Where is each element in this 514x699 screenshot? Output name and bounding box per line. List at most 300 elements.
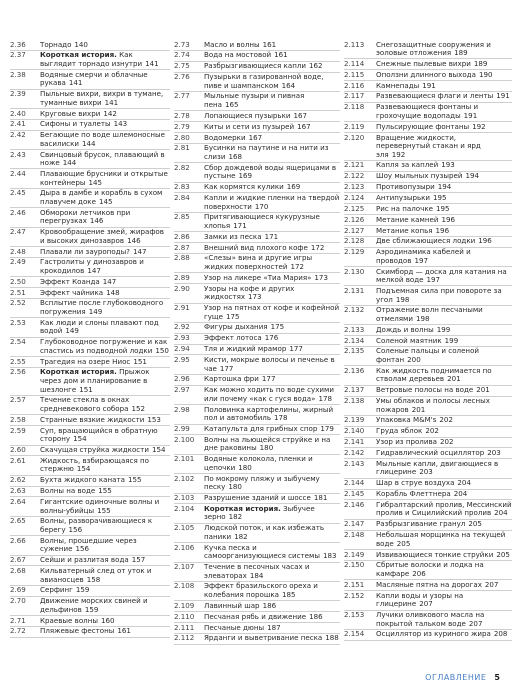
toc-entry-number: 2.102 [174, 473, 195, 483]
toc-entry-number: 2.131 [344, 285, 365, 295]
toc-entry[interactable] [10, 487, 170, 498]
toc-entry-number: 2.124 [344, 192, 365, 202]
toc-entry-text [204, 213, 340, 230]
toc-entry[interactable] [174, 144, 340, 163]
toc-entry-text [376, 501, 512, 518]
toc-entry-title: Катапульта для грибных спор [204, 424, 318, 433]
toc-entry-number: 2.149 [344, 549, 365, 559]
toc-entry[interactable] [344, 40, 512, 59]
toc-entry-text [376, 551, 512, 560]
toc-column-3 [344, 40, 512, 645]
toc-entry-page: 152 [131, 403, 146, 413]
toc-entry-text [40, 567, 170, 584]
toc-entry-text [40, 110, 170, 119]
toc-entry-number: 2.58 [10, 414, 26, 424]
toc-entry[interactable] [174, 435, 340, 454]
toc-entry[interactable] [344, 325, 512, 336]
toc-entry-page: 199 [444, 335, 459, 345]
toc-entry-text [204, 345, 340, 354]
toc-entry[interactable] [344, 172, 512, 183]
toc-entry-title: Плавали ли зауроподы? [40, 246, 130, 256]
toc-entry[interactable] [10, 446, 170, 457]
toc-entry-page: 169 [286, 182, 301, 192]
toc-entry-text [40, 120, 170, 129]
toc-entry[interactable] [344, 306, 512, 325]
toc-entry-page: 204 [494, 508, 508, 518]
toc-entry[interactable] [174, 601, 340, 612]
toc-entry-number: 2.47 [10, 227, 26, 237]
toc-entry[interactable] [344, 237, 512, 248]
toc-entry-title: Короткая история. Прыжок через дом и планирование в шезлонге [40, 367, 150, 394]
toc-entry-page: 196 [478, 236, 492, 246]
toc-entry-title: По мокрому пляжу и зыбучему песку [204, 473, 320, 492]
toc-entry[interactable] [10, 415, 170, 426]
toc-entry-page: 161 [117, 626, 131, 636]
toc-entry-text [376, 60, 512, 69]
toc-entry[interactable] [174, 345, 340, 356]
toc-entry-number: 2.123 [344, 182, 365, 192]
toc-entry-title: Шар в струе воздуха [376, 478, 455, 488]
toc-entry-text [376, 438, 512, 447]
toc-entry-number: 2.52 [10, 298, 26, 308]
toc-entry-page: 159 [75, 585, 90, 595]
toc-entry[interactable] [10, 566, 170, 585]
toc-entry-page: 155 [127, 475, 142, 485]
toc-entry-page: 188 [325, 633, 339, 643]
toc-entry-title: Оползни длинного выхода [376, 69, 476, 79]
toc-entry-title: Кисти, мокрые волосы и печенье в чае [204, 354, 335, 373]
toc-entry-number: 2.127 [344, 225, 365, 235]
toc-entry-text [40, 258, 170, 275]
toc-entry-text [376, 427, 512, 436]
toc-entry-title: Пыльные вихри, вихри в тумане, туманные вихри [40, 89, 164, 107]
toc-entry-text [204, 123, 340, 132]
toc-entry[interactable] [10, 228, 170, 247]
toc-entry-number: 2.141 [344, 437, 365, 447]
toc-entry[interactable] [10, 131, 170, 150]
toc-entry-number: 2.66 [10, 535, 26, 545]
toc-entry[interactable] [174, 355, 340, 374]
toc-entry-text [204, 41, 340, 50]
toc-entry-number: 2.103 [174, 493, 195, 503]
toc-entry[interactable] [174, 386, 340, 405]
toc-entry-title: Скимборд — доска для катания на мелкой воде [376, 266, 507, 285]
toc-entry[interactable] [174, 183, 340, 194]
toc-entry-title: Жидкость, взбирающаяся по стержню [40, 455, 149, 474]
toc-entry-text [204, 375, 340, 384]
toc-entry-title: Замки из песка [204, 231, 262, 241]
toc-entry-number: 2.51 [10, 287, 26, 297]
toc-entry[interactable] [174, 563, 340, 582]
toc-entry-title: Соленой маятник [376, 335, 442, 345]
toc-entry-number: 2.138 [344, 396, 365, 406]
toc-entry-text [204, 436, 340, 453]
toc-entry[interactable] [344, 215, 512, 226]
toc-entry[interactable] [10, 536, 170, 555]
toc-entry-number: 2.98 [174, 404, 190, 414]
toc-entry-title: Гибралтарский пролив, Мессинский пролив и Сицилийский пролив [376, 499, 512, 518]
toc-entry[interactable] [174, 62, 340, 73]
toc-entry[interactable] [174, 193, 340, 212]
toc-entry-title: Свинцовый брусок, плавающий в ноже [40, 149, 165, 168]
toc-entry[interactable] [174, 634, 340, 645]
toc-entry-text [40, 627, 170, 636]
toc-entry-number: 2.74 [174, 50, 190, 60]
toc-entry[interactable] [344, 500, 512, 519]
toc-entry[interactable] [344, 459, 512, 478]
toc-entry-number: 2.72 [10, 626, 26, 636]
toc-entry[interactable] [10, 497, 170, 516]
toc-entry-text [376, 561, 512, 578]
toc-entry[interactable] [10, 318, 170, 337]
toc-entry[interactable] [174, 213, 340, 232]
toc-entry[interactable] [10, 189, 170, 208]
toc-entry[interactable] [10, 277, 170, 288]
toc-entry-text [376, 592, 512, 609]
toc-entry[interactable] [174, 40, 340, 51]
toc-entry-page: 183 [322, 551, 337, 561]
toc-entry-number: 2.71 [10, 615, 26, 625]
toc-entry[interactable] [174, 254, 340, 273]
toc-entry-title: Узор на ликере «Тиа Мария» [204, 272, 312, 282]
toc-entry-page: 195 [433, 192, 447, 202]
toc-entry-number: 2.48 [10, 246, 26, 256]
toc-entry[interactable] [10, 51, 170, 70]
toc-entry[interactable] [174, 232, 340, 243]
toc-entry[interactable] [10, 120, 170, 131]
toc-entry-number: 2.137 [344, 385, 365, 395]
toc-entry[interactable] [344, 630, 512, 641]
toc-entry-text [40, 368, 170, 394]
toc-entry-number: 2.76 [174, 72, 190, 82]
toc-entry-number: 2.150 [344, 560, 365, 570]
toc-entry-text [40, 90, 170, 107]
toc-entry[interactable] [344, 397, 512, 416]
toc-entry-page: 177 [289, 344, 303, 354]
toc-entry[interactable] [344, 70, 512, 81]
toc-entry-page: 172 [290, 261, 305, 271]
toc-entry-title: Груда яблок [376, 426, 423, 436]
toc-entry-text [376, 460, 512, 477]
toc-entry[interactable] [10, 169, 170, 188]
toc-entry-title: Небольшая морщинка на текущей воде [376, 530, 506, 548]
toc-entry-text [376, 172, 512, 181]
toc-entry-page: 189 [473, 58, 488, 68]
toc-entry[interactable] [344, 386, 512, 397]
toc-entry-text [376, 386, 512, 395]
toc-entry[interactable] [174, 323, 340, 334]
toc-entry[interactable] [344, 427, 512, 438]
toc-entry-page: 196 [435, 225, 450, 235]
toc-entry-page: 189 [454, 48, 468, 58]
toc-entry-page: 145 [88, 177, 103, 187]
toc-entry[interactable] [344, 416, 512, 427]
toc-entry[interactable] [344, 133, 512, 161]
toc-entry-title: Эффект чайника [40, 287, 104, 297]
toc-entry-title: Отражение волн песчаными отмелями [376, 305, 483, 323]
toc-entry[interactable] [344, 204, 512, 215]
toc-entry-page: 197 [414, 255, 428, 265]
toc-entry[interactable] [174, 455, 340, 474]
toc-entry-page: 153 [147, 414, 161, 424]
toc-entry[interactable] [174, 334, 340, 345]
toc-entry-number: 2.106 [174, 542, 195, 552]
toc-entry[interactable] [174, 284, 340, 303]
toc-entry-number: 2.111 [174, 622, 195, 632]
toc-entry-title: Плавающие брусники и открытые контейнеры [40, 168, 168, 187]
toc-entry-text [204, 183, 340, 192]
toc-entry[interactable] [344, 161, 512, 172]
toc-entry-title: Корабль Флеттнера [376, 489, 451, 499]
page-footer [425, 673, 500, 682]
toc-entry-page: 197 [426, 275, 441, 285]
toc-entry-number: 2.37 [10, 50, 26, 60]
toc-entry[interactable] [174, 375, 340, 386]
toc-entry[interactable] [344, 267, 512, 286]
toc-entry-page: 167 [293, 110, 308, 120]
toc-entry-title: Кровообращение змей, жирафов и высоких динозавров [40, 227, 164, 245]
toc-entry[interactable] [344, 490, 512, 501]
toc-entry-title: Гидравлический осциллятор [376, 447, 485, 457]
toc-entry-text [376, 248, 512, 265]
toc-entry-text [204, 134, 340, 143]
toc-entry[interactable] [344, 531, 512, 550]
toc-entry-text [376, 287, 512, 304]
toc-entry-title: Узор из пролива [376, 437, 437, 447]
toc-entry-text [376, 268, 512, 285]
toc-entry[interactable] [10, 299, 170, 318]
toc-entry[interactable] [344, 611, 512, 630]
toc-entry-number: 2.81 [174, 143, 190, 153]
toc-entry[interactable] [344, 248, 512, 267]
toc-entry-page: 208 [493, 629, 508, 639]
toc-entry[interactable] [344, 438, 512, 449]
toc-entry[interactable] [174, 524, 340, 543]
toc-entry-text [40, 617, 170, 626]
toc-entry-text [204, 334, 340, 343]
toc-entry-title: Противопузыри [376, 182, 435, 192]
toc-entry-number: 2.45 [10, 188, 26, 198]
toc-entry-page: 156 [75, 544, 90, 554]
toc-entry-page: 161 [274, 50, 288, 60]
toc-entry[interactable] [174, 92, 340, 111]
toc-entry[interactable] [344, 122, 512, 133]
toc-entry[interactable] [344, 336, 512, 347]
toc-entry[interactable] [10, 476, 170, 487]
toc-entry[interactable] [344, 580, 512, 591]
toc-entry-title: Гигантские одиночные волны и волны-убийцы [40, 496, 160, 515]
toc-entry-page: 169 [238, 171, 253, 181]
toc-entry-number: 2.80 [174, 132, 190, 142]
toc-entry-title: Антипузырьки [376, 192, 431, 202]
toc-entry[interactable] [10, 357, 170, 368]
toc-entry[interactable] [174, 243, 340, 254]
toc-entry-number: 2.88 [174, 253, 190, 263]
toc-entry-page: 156 [68, 524, 83, 534]
toc-entry-number: 2.61 [10, 455, 26, 465]
toc-entry-text [376, 134, 512, 160]
toc-entry[interactable] [344, 92, 512, 103]
toc-entry[interactable] [174, 425, 340, 436]
toc-entry-text [204, 494, 340, 503]
toc-entry-text [40, 338, 170, 355]
toc-entry[interactable] [174, 543, 340, 562]
toc-entry[interactable] [10, 368, 170, 396]
toc-entry[interactable] [10, 258, 170, 277]
toc-entry-number: 2.118 [344, 102, 365, 112]
toc-entry-title: Аэродинамика кабелей и проводов [376, 247, 471, 265]
toc-entry[interactable] [344, 550, 512, 561]
toc-entry-number: 2.113 [344, 39, 365, 49]
toc-entry-number: 2.147 [344, 519, 365, 529]
toc-entry-text [40, 498, 170, 515]
toc-entry-text [40, 396, 170, 413]
toc-entry-title: Мыльные капли, двигающиеся в глицерине [376, 458, 499, 477]
toc-entry[interactable] [174, 405, 340, 424]
toc-entry-text [376, 347, 512, 364]
toc-entry-number: 2.70 [10, 596, 26, 606]
toc-entry[interactable] [174, 273, 340, 284]
toc-entry[interactable] [344, 448, 512, 459]
toc-entry-page: 141 [145, 58, 159, 68]
toc-entry[interactable] [10, 426, 170, 445]
toc-entry[interactable] [10, 288, 170, 299]
toc-entry-title: Снегозащитные сооружения и эоловые отложения [376, 39, 491, 58]
toc-entry-page: 141 [104, 97, 119, 107]
toc-entry-page: 203 [419, 467, 433, 477]
toc-entry-page: 142 [103, 108, 117, 118]
toc-entry-title: Вращение жидкости, перевернутый стакан и ярд эля [376, 132, 481, 159]
toc-entry[interactable] [174, 474, 340, 493]
toc-entry-title: Капли и жидкие пленки на твердой поверхности [204, 192, 340, 211]
toc-entry-number: 2.91 [174, 303, 190, 313]
toc-entry[interactable] [10, 597, 170, 616]
toc-entry-page: 164 [281, 80, 296, 90]
toc-entry-text [204, 92, 340, 109]
toc-entry[interactable] [10, 70, 170, 89]
toc-entry-text [376, 479, 512, 488]
toc-entry-text [376, 397, 512, 414]
toc-entry-text [376, 416, 512, 425]
toc-entry[interactable] [344, 366, 512, 385]
toc-entry-page: 147 [102, 276, 117, 286]
toc-entry-title: Соленые пальцы и соленой фонтан [376, 346, 480, 364]
toc-entry-title: Кильватерный след от уток и авианосцев [40, 565, 152, 584]
toc-entry-text [40, 319, 170, 336]
toc-entry-number: 2.154 [344, 629, 365, 639]
toc-entry[interactable] [174, 582, 340, 601]
toc-entry[interactable] [344, 81, 512, 92]
toc-entry-page: 190 [478, 69, 493, 79]
toc-entry-number: 2.85 [174, 212, 190, 222]
toc-entry[interactable] [344, 520, 512, 531]
toc-entry-page: 178 [274, 413, 288, 423]
toc-entry-title: Круговые вихри [40, 108, 101, 118]
toc-entry[interactable] [10, 616, 170, 627]
toc-entry-title: Волны на льющейся струйке и на дне раковины [204, 434, 331, 453]
toc-entry-number: 2.143 [344, 458, 365, 468]
toc-entry[interactable] [174, 51, 340, 62]
toc-entry[interactable] [10, 90, 170, 109]
toc-entry-title: Песчаная рябь и движение [204, 611, 307, 621]
toc-entry-page: 196 [441, 214, 455, 224]
toc-entry-number: 2.139 [344, 415, 365, 425]
toc-entry[interactable] [10, 208, 170, 227]
toc-entry[interactable] [174, 111, 340, 122]
toc-entry[interactable] [174, 612, 340, 623]
toc-entry[interactable] [10, 396, 170, 415]
toc-entry-number: 2.36 [10, 39, 26, 49]
toc-entry[interactable] [174, 122, 340, 133]
toc-entry[interactable] [10, 517, 170, 536]
toc-entry-number: 2.129 [344, 247, 365, 257]
toc-entry[interactable] [10, 556, 170, 567]
toc-entry[interactable] [174, 623, 340, 634]
toc-entry[interactable] [174, 494, 340, 505]
toc-entry-page: 194 [437, 182, 452, 192]
toc-entry[interactable] [10, 247, 170, 258]
toc-entry[interactable] [10, 627, 170, 638]
toc-entry[interactable] [174, 133, 340, 144]
toc-entry[interactable] [344, 59, 512, 70]
toc-entry-text [376, 490, 512, 499]
toc-entry-title: Половинка картофелины, жирный пол и автомобиль [204, 404, 334, 423]
toc-entry-number: 2.53 [10, 317, 26, 327]
toc-entry-text [376, 71, 512, 80]
toc-entry-text [204, 164, 340, 181]
toc-entry-number: 2.130 [344, 266, 365, 276]
toc-entry-title: Эффект лотоса [204, 333, 262, 343]
toc-entry[interactable] [344, 286, 512, 305]
toc-entry[interactable] [344, 103, 512, 122]
toc-entry[interactable] [174, 504, 340, 523]
toc-entry[interactable] [10, 40, 170, 51]
toc-entry[interactable] [10, 338, 170, 357]
toc-entry-text [204, 475, 340, 492]
toc-entry-title: Две сближающиеся лодки [376, 236, 476, 246]
toc-entry[interactable] [10, 456, 170, 475]
toc-entry-text [40, 51, 170, 68]
toc-entry-title: Шоу мыльных пузырей [376, 171, 463, 181]
toc-entry[interactable] [344, 226, 512, 237]
toc-entry[interactable] [174, 73, 340, 92]
toc-entry[interactable] [344, 591, 512, 610]
toc-entry-title: Гастролиты у динозавров и крокодилов [40, 257, 144, 275]
toc-entry[interactable] [10, 586, 170, 597]
toc-entry[interactable] [344, 561, 512, 580]
toc-entry-number: 2.101 [174, 454, 195, 464]
toc-entry[interactable] [344, 183, 512, 194]
toc-entry[interactable] [344, 347, 512, 366]
toc-entry-text [376, 520, 512, 529]
toc-entry-page: 202 [425, 426, 439, 436]
toc-entry-text [204, 144, 340, 161]
toc-entry-title: Разрушение зданий и шоссе [204, 493, 311, 503]
toc-entry-title: Внешний вид плохого кофе [204, 242, 308, 252]
toc-entry-title: Дождь и волны [376, 324, 434, 334]
toc-entry[interactable] [10, 109, 170, 120]
toc-entry[interactable] [344, 193, 512, 204]
toc-entry[interactable] [174, 304, 340, 323]
toc-entry-page: 170 [254, 201, 269, 211]
toc-entry-title: Бухта жидкого каната [40, 475, 125, 485]
toc-entry[interactable] [10, 150, 170, 169]
toc-entry-title: Капли воды и узоры на глицерине [376, 590, 464, 609]
toc-entry-page: 172 [310, 242, 325, 252]
toc-entry[interactable] [174, 163, 340, 182]
toc-entry-page: 141 [68, 78, 83, 88]
toc-entry[interactable] [344, 479, 512, 490]
